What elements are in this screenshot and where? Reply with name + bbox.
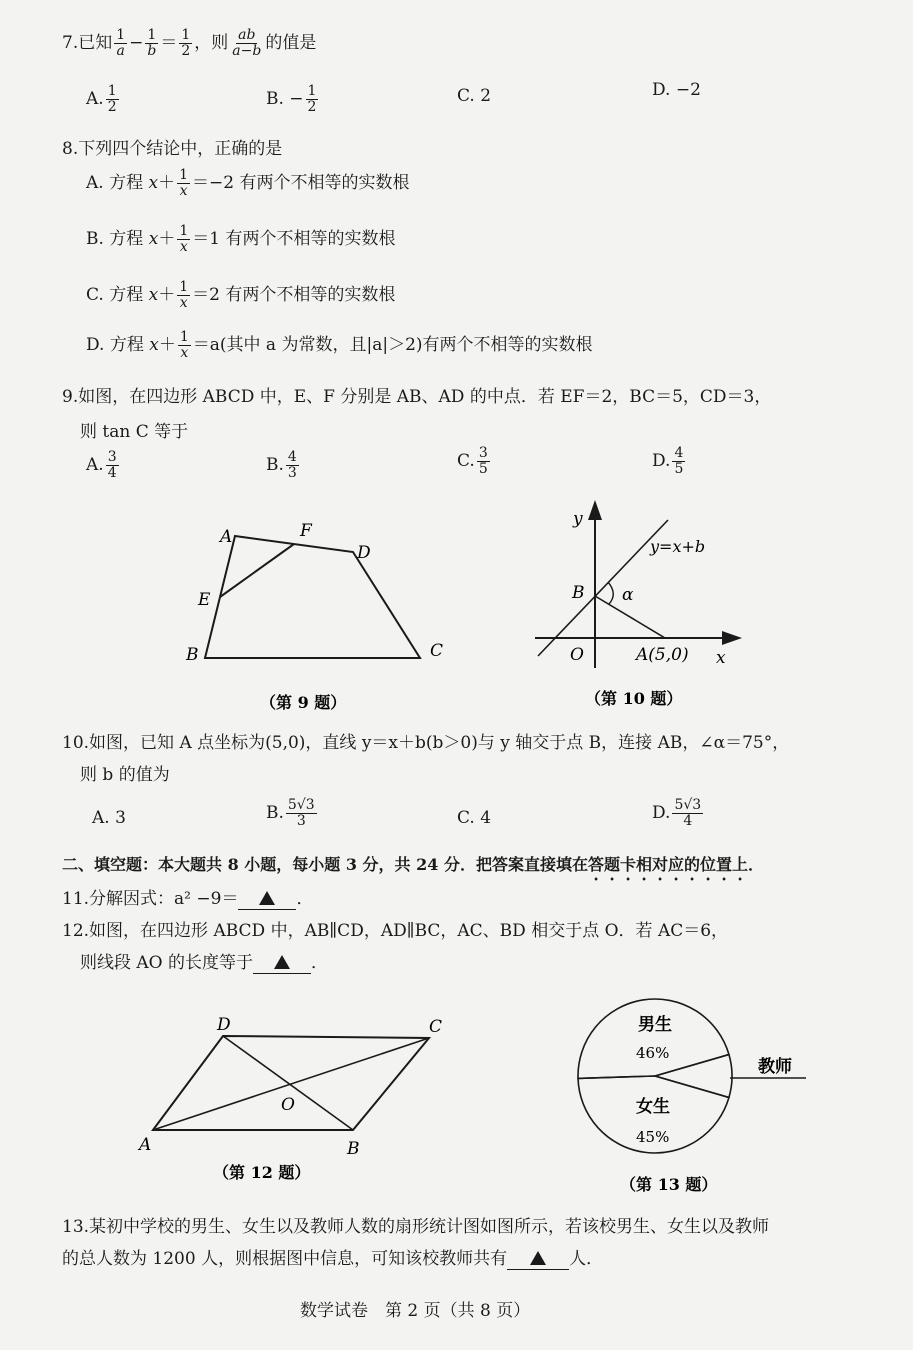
q10-option-b: B. $\frac{5√3}{3}$: [266, 797, 315, 829]
fig12-caption: （第 12 题）: [213, 1163, 311, 1182]
q12-stem-line2: 则线段 AO 的长度等于 ．: [80, 953, 329, 973]
triangle-icon: [274, 955, 290, 969]
q13-stem-line1: 13.某初中学校的男生、女生以及教师人数的扇形统计图如图所示，若该校男生、女生以及教师: [62, 1217, 770, 1237]
fig13-caption: （第 13 题）: [620, 1175, 718, 1194]
section-2-heading: 二、填空题：本大题共 8 小题，每小题 3 分，共 24 分．把答案直接填在答题卡相对应的位置上．: [62, 855, 764, 874]
triangle-icon: [530, 1251, 546, 1265]
fig10-label-a: A(5,0): [636, 645, 689, 665]
q7-option-b: B. − $\frac{1}{2}$: [266, 83, 317, 115]
q10-option-d: D. $\frac{5√3}{4}$: [652, 797, 702, 829]
q8-stem: 8.下列四个结论中，正确的是: [62, 139, 283, 159]
q12-stem-line1: 12.如图，在四边形 ABCD 中，AB∥CD，AD∥BC，AC、BD 相交于点 O．若 AC＝6，: [62, 921, 729, 941]
fig10-line-label: y=x+b: [650, 537, 706, 556]
fig9-label-c: C: [430, 641, 444, 661]
q11-answer-blank[interactable]: [238, 889, 296, 910]
pie-label-girls-pct: 45%: [636, 1128, 670, 1146]
fig12-label-d: D: [217, 1015, 231, 1035]
pie-label-boys-pct: 46%: [636, 1044, 670, 1062]
pie-label-teacher: 教师: [758, 1057, 792, 1077]
pie-slice-boys: [578, 999, 729, 1078]
q8-option-b: B. 方程 x＋ $\frac{1}{x}$ ＝1 有两个不相等的实数根: [86, 223, 396, 255]
q7-option-d: D. −2: [652, 80, 701, 100]
page-footer: 数学试卷 第 2 页（共 8 页）: [300, 1301, 531, 1321]
q10-option-c: C. 4: [457, 808, 492, 828]
q12-answer-blank[interactable]: [253, 953, 311, 974]
fig9-label-f: F: [300, 521, 312, 541]
q9-stem-line2: 则 tan C 等于: [80, 422, 189, 442]
q9-option-c: C. $\frac{3}{5}$: [457, 445, 488, 477]
fig9-label-b: B: [186, 645, 199, 665]
q10-stem-line2: 则 b 的值为: [80, 765, 170, 785]
q9-option-a: A. $\frac{3}{4}$: [86, 449, 117, 481]
fig10-caption: （第 10 题）: [585, 689, 683, 708]
figure-13-pie-chart: [570, 992, 820, 1200]
fig9-label-a: A: [220, 527, 233, 547]
figure-10-coordinate-graph: [530, 498, 760, 718]
q8-option-c: C. 方程 x＋ $\frac{1}{x}$ ＝2 有两个不相等的实数根: [86, 279, 396, 311]
fig12-label-o: O: [281, 1095, 295, 1115]
q9-stem-line1: 9.如图，在四边形 ABCD 中，E、F 分别是 AB、AD 的中点．若 EF＝2，BC＝5，CD＝3，: [62, 387, 772, 407]
fig9-label-d: D: [357, 543, 371, 563]
fig10-label-y: y: [573, 509, 583, 529]
fig9-label-e: E: [198, 590, 211, 610]
fig12-label-a: A: [139, 1135, 152, 1155]
pie-label-girls: 女生: [636, 1097, 670, 1117]
q13-answer-blank[interactable]: [507, 1249, 569, 1270]
triangle-icon: [259, 891, 275, 905]
q10-stem-line1: 10.如图，已知 A 点坐标为(5,0)，直线 y＝x＋b(b＞0)与 y 轴交于点 B，连接 AB，∠α＝75°，: [62, 733, 790, 753]
q7-stem: 7.已知 $\frac{1}{a}$ − $\frac{1}{b}$ ＝ $\frac{1}{2}$ ，则 $\frac{ab}{a-b}$ 的值是: [62, 27, 317, 59]
fig10-label-x: x: [716, 648, 726, 668]
q13-stem-line2: 的总人数为 1200 人，则根据图中信息，可知该校教师共有 人．: [62, 1249, 604, 1269]
figure-12-parallelogram: [135, 1012, 455, 1192]
fig9-caption: （第 9 题）: [260, 693, 347, 712]
fig12-label-b: B: [347, 1139, 360, 1159]
q9-option-d: D. $\frac{4}{5}$: [652, 445, 684, 477]
figure-9-quadrilateral: [180, 510, 460, 720]
fig10-label-b: B: [572, 583, 585, 603]
pie-label-boys: 男生: [638, 1015, 672, 1035]
fig10-label-alpha: α: [622, 585, 634, 605]
q10-option-a: A. 3: [92, 808, 126, 828]
fig10-label-o: O: [570, 645, 584, 665]
q11-stem: 11.分解因式：a² −9＝ ．: [62, 889, 314, 909]
q7-option-a: A. $\frac{1}{2}$: [86, 83, 117, 115]
q9-option-b: B. $\frac{4}{3}$: [266, 449, 297, 481]
q8-option-a: A. 方程 x＋ $\frac{1}{x}$ ＝−2 有两个不相等的实数根: [86, 167, 410, 199]
q7-option-c: C. 2: [457, 86, 492, 106]
q8-option-d: D. 方程 x＋ $\frac{1}{x}$ ＝a(其中 a 为常数，且|a|＞2)有两个不相等的实数根: [86, 329, 593, 361]
fig12-label-c: C: [429, 1017, 443, 1037]
